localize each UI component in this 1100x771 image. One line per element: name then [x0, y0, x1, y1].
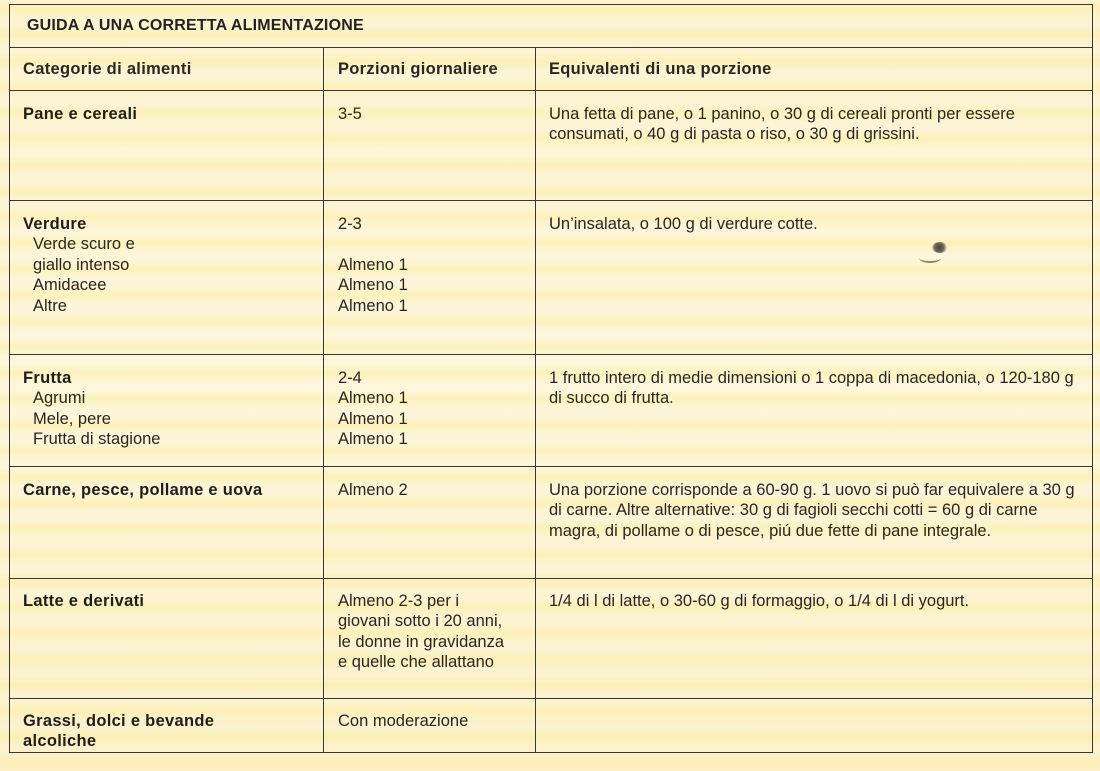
category-name: Pane e cereali	[23, 105, 138, 123]
portions-cell	[324, 201, 536, 355]
portions-cell	[324, 91, 536, 201]
subcategory-item: Verde scuro e	[33, 235, 135, 254]
equivalents-cell	[536, 91, 1093, 201]
equivalents-cell	[536, 467, 1093, 579]
portions-value: Almeno 2	[338, 481, 408, 499]
subcategory-item: Frutta di stagione	[33, 430, 161, 449]
portions-cell	[324, 355, 536, 467]
subcategory-item: Altre	[33, 296, 67, 315]
portions-value: Almeno 2-3 per i giovani sotto i 20 anni, le donne in gravidanza e quelle che allattano	[338, 592, 505, 672]
header-equivalents: Equivalenti di una porzione	[536, 48, 1093, 91]
portions-value: 2-3	[338, 215, 362, 233]
table-row	[10, 579, 1093, 699]
nutrition-guide-table	[9, 4, 1093, 753]
subportion-value: Almeno 1	[338, 389, 408, 408]
category-name: Verdure	[23, 215, 87, 233]
table-row	[10, 467, 1093, 579]
subportion-value: Almeno 1	[338, 409, 408, 428]
table-row	[10, 355, 1093, 467]
table-title-row	[10, 5, 1093, 48]
category-cell	[10, 467, 324, 579]
equivalents-text: 1 frutto intero di medie dimensioni o 1 coppa di macedonia, o 120-180 g di succo di frutta.	[549, 369, 1074, 408]
subportion-value: Almeno 1	[338, 430, 408, 449]
equivalents-text: Una porzione corrisponde a 60-90 g. 1 uovo si può far equivalere a 30 g di carne. Altre alternative: 30 g di fagioli secchi cotti = 60 g di carne magra, di pollame o di pesce, piú due fette di pane integrale.	[549, 481, 1075, 540]
equivalents-text: 1/4 di l di latte, o 30-60 g di formaggio, o 1/4 di l di yogurt.	[549, 592, 970, 610]
spacer	[338, 234, 535, 254]
subcategory-item: giallo intenso	[33, 255, 130, 274]
equivalents-cell	[536, 579, 1093, 699]
category-cell	[10, 91, 324, 201]
subportion-value: Almeno 1	[338, 276, 408, 295]
ink-smudge	[932, 242, 948, 253]
table-row	[10, 201, 1093, 355]
portions-value: Con moderazione	[338, 712, 469, 730]
portions-cell	[324, 579, 536, 699]
portions-value: 3-5	[338, 105, 362, 123]
equivalents-text: Un’insalata, o 100 g di verdure cotte.	[549, 215, 818, 233]
ink-smudge-tail	[919, 253, 941, 263]
portions-cell	[324, 699, 536, 753]
table-row	[10, 699, 1093, 753]
equivalents-cell	[536, 699, 1093, 753]
portions-value: 2-4	[338, 369, 362, 387]
category-name: Latte e derivati	[23, 592, 145, 610]
category-cell	[10, 579, 324, 699]
header-category: Categorie di alimenti	[10, 48, 324, 91]
equivalents-cell	[536, 355, 1093, 467]
subportion-value: Almeno 1	[338, 296, 408, 315]
subcategory-item: Mele, pere	[33, 409, 111, 428]
table-row	[10, 91, 1093, 201]
header-portions: Porzioni giornaliere	[324, 48, 536, 91]
table-header-row	[10, 48, 1093, 91]
category-name: Carne, pesce, pollame e uova	[23, 481, 263, 499]
subcategory-item: Agrumi	[33, 389, 86, 408]
subcategory-item: Amidacee	[33, 276, 107, 295]
category-name: Frutta	[23, 369, 72, 387]
table-title: GUIDA A UNA CORRETTA ALIMENTAZIONE	[10, 5, 1093, 48]
equivalents-cell	[536, 201, 1093, 355]
subportion-value: Almeno 1	[338, 255, 408, 274]
category-cell	[10, 355, 324, 467]
portions-cell	[324, 467, 536, 579]
category-name: Grassi, dolci e bevande alcoliche	[23, 712, 215, 751]
category-cell	[10, 699, 324, 753]
category-cell	[10, 201, 324, 355]
equivalents-text: Una fetta di pane, o 1 panino, o 30 g di cereali pronti per essere consumati, o 40 g di pasta o riso, o 30 g di grissini.	[549, 105, 1015, 144]
